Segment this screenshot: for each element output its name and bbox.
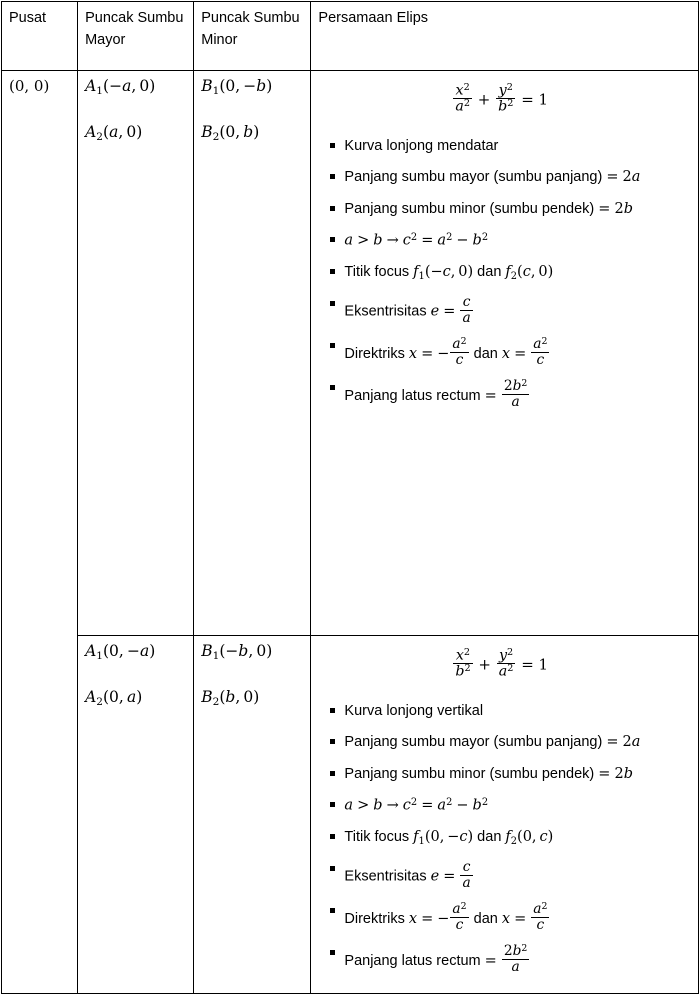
minor-vertex-2: $B_2(b$, 0) (201, 688, 260, 709)
column-header-equation (311, 2, 699, 71)
list-item: Kurva lonjong mendatar (344, 137, 692, 157)
column-header-minor-vertex-label: Puncak Sumbu Minor (201, 10, 300, 48)
major-vertex-1: $A_1(0$, −a) (85, 642, 156, 662)
center-value: (0, 0) (9, 77, 50, 95)
ellipse-table (1, 1, 699, 994)
property-list (318, 137, 692, 410)
list-item: Panjang latus rectum = $\frac{2b^2}{a}$ (344, 944, 692, 974)
major-vertex-1: $A_1(-a$, 0) (85, 77, 156, 97)
list-item: Titik focus $f_1(-c$, 0) dan $f_2(c$, 0) (344, 263, 692, 283)
table-body (2, 71, 699, 994)
column-header-minor-vertex (194, 2, 311, 71)
table-row (2, 71, 699, 636)
list-item: Direktriks x = − $\frac{a^2}{c}$ dan x = $\frac{a^2}{c}$ (344, 902, 692, 932)
list-item: Eksentrisitas e = $\frac{c}{a}$ (344, 295, 692, 325)
column-header-pusat (2, 2, 78, 71)
list-item: Panjang latus rectum = $\frac{2b^2}{a}$ (344, 379, 692, 409)
cell-minor-vertices (194, 71, 311, 636)
ellipse-equation: $\frac{x^2}{b^2}$ + $\frac{y^2}{a^2}$ = 1 (455, 647, 549, 680)
column-header-equation-label: Persamaan Elips (318, 10, 429, 26)
list-item: $a > b \to c^2 = a^2 - b^2$ (344, 796, 692, 816)
table-row (2, 636, 699, 994)
column-header-pusat-label: Pusat (9, 10, 47, 26)
list-item: $a > b \to c^2 = a^2 - b^2$ (344, 231, 692, 251)
minor-vertex-1: $B_1(-b$, 0) (201, 642, 273, 662)
minor-vertex-2: $B_2(0$, b) (201, 123, 260, 144)
list-item: Direktriks x = − $\frac{a^2}{c}$ dan x = $\frac{a^2}{c}$ (344, 337, 692, 367)
cell-equation-properties (311, 636, 699, 994)
list-item: Panjang sumbu mayor (sumbu panjang) = 2a (344, 733, 692, 753)
table-header-row (2, 2, 699, 71)
ellipse-reference-table-page (0, 1, 700, 976)
ellipse-equation: $\frac{x^2}{a^2}$ + $\frac{y^2}{b^2}$ = 1 (455, 82, 549, 115)
minor-vertex-1: $B_1(0$, −b) (201, 77, 273, 97)
property-list (318, 702, 692, 975)
cell-equation-properties (311, 71, 699, 636)
list-item: Titik focus $f_1(0$, −c) dan $f_2(0$, c) (344, 828, 692, 848)
cell-major-vertices (78, 71, 194, 636)
major-vertex-2: $A_2(0$, a) (85, 688, 143, 709)
cell-minor-vertices (194, 636, 311, 994)
list-item: Panjang sumbu minor (sumbu pendek) = 2b (344, 765, 692, 785)
cell-center (2, 71, 78, 994)
list-item: Panjang sumbu mayor (sumbu panjang) = 2a (344, 168, 692, 188)
list-item: Eksentrisitas e = $\frac{c}{a}$ (344, 860, 692, 890)
list-item: Kurva lonjong vertikal (344, 702, 692, 722)
list-item: Panjang sumbu minor (sumbu pendek) = 2b (344, 200, 692, 220)
table-header (2, 2, 699, 71)
column-header-major-vertex (78, 2, 194, 71)
major-vertex-2: $A_2(a$, 0) (85, 123, 143, 144)
cell-major-vertices (78, 636, 194, 994)
column-header-major-vertex-label: Puncak Sumbu Mayor (85, 10, 184, 48)
